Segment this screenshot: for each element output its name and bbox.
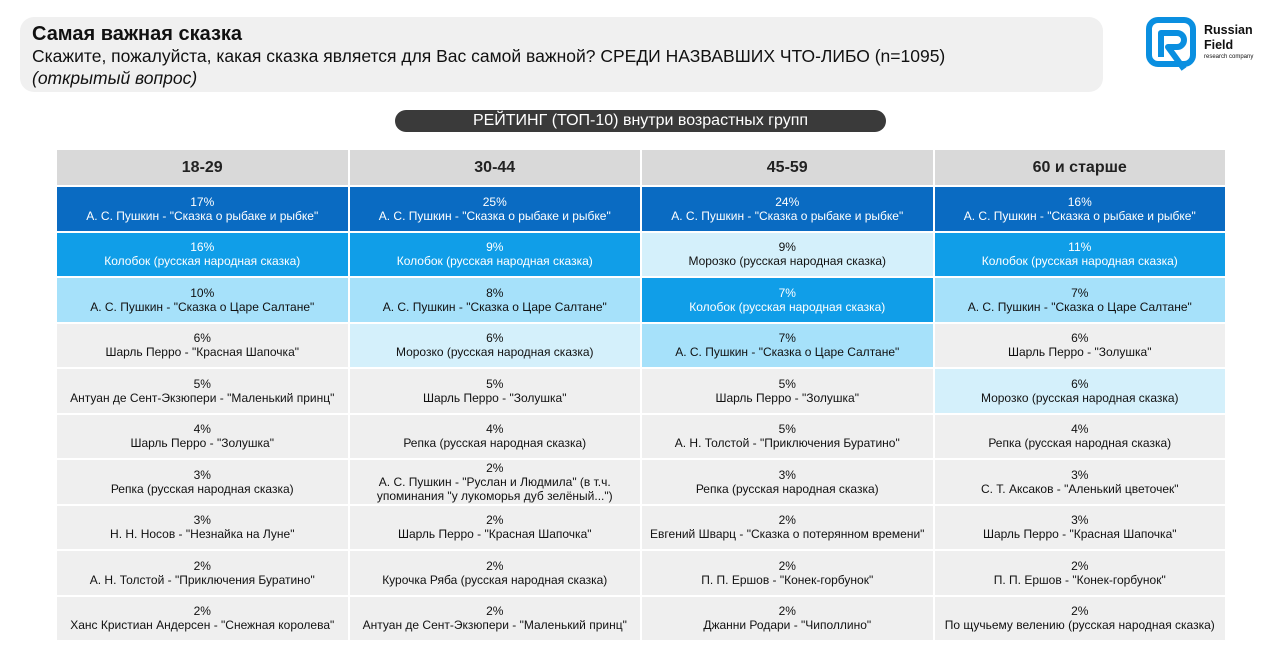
cell-tale-name: По щучьему велению (русская народная сказка): [944, 618, 1215, 633]
rank-cell: [350, 278, 641, 322]
cell-percent: 2%: [486, 513, 504, 528]
cell-tale-name: Колобок (русская народная сказка): [981, 254, 1178, 269]
rank-cell: [57, 187, 348, 231]
cell-percent: 2%: [1071, 604, 1089, 619]
logo-tagline: research company: [1204, 54, 1254, 60]
rank-cell: [642, 278, 933, 322]
cell-tale-name: Шарль Перро - "Красная Шапочка": [105, 345, 300, 360]
rank-cell: [935, 187, 1226, 231]
cell-tale-name: С. Т. Аксаков - "Аленький цветочек": [980, 481, 1179, 496]
cell-percent: 2%: [778, 558, 796, 573]
cell-percent: 7%: [778, 331, 796, 346]
age-group-column: [935, 150, 1226, 640]
cell-percent: 17%: [190, 194, 215, 209]
cell-percent: 2%: [778, 604, 796, 619]
cell-percent: 4%: [486, 422, 504, 437]
age-group-column: [642, 150, 933, 640]
rank-cell: [642, 324, 933, 368]
rank-cell: [642, 460, 933, 504]
rank-cell: [935, 460, 1226, 504]
cell-tale-name: Курочка Ряба (русская народная сказка): [382, 572, 608, 587]
rank-cell: [935, 324, 1226, 368]
rank-cell: [57, 233, 348, 277]
rank-cell: [350, 597, 641, 641]
cell-percent: 5%: [778, 422, 796, 437]
rank-cell: [642, 369, 933, 413]
cell-tale-name: Морозко (русская народная сказка): [980, 390, 1179, 405]
ranking-banner: РЕЙТИНГ (ТОП-10) внутри возрастных групп: [395, 110, 886, 132]
cell-tale-name: Ханс Кристиан Андерсен - "Снежная королева": [70, 618, 335, 633]
cell-tale-name: Джанни Родари - "Чиполлино": [703, 618, 872, 633]
cell-tale-name: Морозко (русская народная сказка): [688, 254, 887, 269]
cell-tale-name: Шарль Перро - "Золушка": [1007, 345, 1152, 360]
cell-tale-name: Морозко (русская народная сказка): [395, 345, 594, 360]
cell-tale-name: А. С. Пушкин - "Сказка о рыбаке и рыбке": [86, 208, 319, 223]
column-header: 18-29: [57, 150, 348, 185]
cell-percent: 3%: [778, 467, 796, 482]
cell-percent: 3%: [1071, 467, 1089, 482]
rank-cell: [935, 369, 1226, 413]
cell-tale-name: Колобок (русская народная сказка): [689, 299, 886, 314]
rank-cell: [935, 506, 1226, 550]
cell-percent: 5%: [193, 376, 211, 391]
rank-cell: [350, 460, 641, 504]
cell-tale-name: Евгений Шварц - "Сказка о потерянном времени": [650, 527, 925, 542]
rank-cell: [57, 324, 348, 368]
rank-cell: [642, 415, 933, 459]
age-group-column: [57, 150, 348, 640]
cell-percent: 2%: [486, 604, 504, 619]
cell-tale-name: Шарль Перро - "Золушка": [130, 436, 274, 451]
rank-cell: [935, 551, 1226, 595]
logo-word-2: Field: [1204, 38, 1234, 52]
question-note: (открытый вопрос): [32, 68, 198, 88]
company-logo: [1146, 17, 1266, 73]
cell-tale-name: Шарль Перро - "Золушка": [422, 390, 567, 405]
rank-cell: [642, 506, 933, 550]
rank-cell: [57, 460, 348, 504]
cell-percent: 4%: [1071, 422, 1089, 437]
rank-cell: [642, 597, 933, 641]
cell-tale-name: П. П. Ершов - "Конек-горбунок": [993, 572, 1166, 587]
cell-tale-name: А. С. Пушкин - "Сказка о рыбаке и рыбке": [963, 208, 1196, 223]
cell-percent: 2%: [486, 558, 504, 573]
rank-cell: [350, 369, 641, 413]
cell-tale-name: Колобок (русская народная сказка): [104, 254, 301, 269]
logo-word-1: Russian: [1204, 23, 1253, 37]
cell-tale-name: А. Н. Толстой - "Приключения Буратино": [674, 436, 900, 451]
cell-percent: 5%: [486, 376, 504, 391]
cell-tale-name: Репка (русская народная сказка): [988, 436, 1172, 451]
cell-tale-name: Антуан де Сент-Экзюпери - "Маленький принц": [362, 618, 627, 633]
cell-percent: 10%: [190, 285, 215, 300]
age-group-column: [350, 150, 641, 640]
cell-percent: 2%: [778, 513, 796, 528]
cell-tale-name: А. С. Пушкин - "Сказка о рыбаке и рыбке": [378, 208, 611, 223]
cell-percent: 8%: [486, 285, 504, 300]
rank-cell: [642, 233, 933, 277]
cell-tale-name: Колобок (русская народная сказка): [396, 254, 593, 269]
cell-percent: 7%: [778, 285, 796, 300]
cell-percent: 6%: [1071, 376, 1089, 391]
cell-percent: 16%: [1067, 194, 1092, 209]
cell-tale-name: А. С. Пушкин - "Сказка о Царе Салтане": [90, 299, 315, 314]
cell-tale-name: А. С. Пушкин - "Сказка о Царе Салтане": [382, 299, 607, 314]
cell-percent: 16%: [190, 240, 215, 255]
logo-text: [1204, 23, 1253, 61]
column-header: 45-59: [642, 150, 933, 185]
rank-cell: [350, 324, 641, 368]
rank-cell: [350, 551, 641, 595]
cell-tale-name: А. С. Пушкин - "Руслан и Людмила" (в т.ч. упоминания "у лукоморья дуб зелёный..."): [376, 474, 613, 503]
cell-tale-name: Н. Н. Носов - "Незнайка на Луне": [110, 527, 295, 542]
cell-percent: 2%: [193, 558, 211, 573]
question-text: Скажите, пожалуйста, какая сказка является для Вас самой важной? СРЕДИ НАЗВАВШИХ ЧТО-ЛИБО (n=1095): [32, 46, 946, 66]
cell-percent: 4%: [193, 422, 211, 437]
rank-cell: [57, 278, 348, 322]
column-header: 30-44: [350, 150, 641, 185]
rank-cell: [935, 278, 1226, 322]
cell-tale-name: П. П. Ершов - "Конек-горбунок": [701, 572, 874, 587]
rank-cell: [350, 187, 641, 231]
cell-percent: 3%: [1071, 513, 1089, 528]
cell-percent: 6%: [193, 331, 211, 346]
rank-cell: [350, 506, 641, 550]
russian-field-logo-icon: [1146, 17, 1196, 73]
cell-tale-name: Шарль Перро - "Красная Шапочка": [982, 527, 1177, 542]
rank-cell: [935, 415, 1226, 459]
rank-cell: [935, 233, 1226, 277]
cell-tale-name: Антуан де Сент-Экзюпери - "Маленький принц": [70, 390, 335, 405]
cell-tale-name: Репка (русская народная сказка): [695, 481, 879, 496]
cell-percent: 6%: [1071, 331, 1089, 346]
rank-cell: [57, 415, 348, 459]
rank-cell: [57, 369, 348, 413]
cell-tale-name: А. С. Пушкин - "Сказка о Царе Салтане": [967, 299, 1192, 314]
cell-percent: 5%: [778, 376, 796, 391]
rank-cell: [642, 187, 933, 231]
cell-tale-name: А. С. Пушкин - "Сказка о Царе Салтане": [675, 345, 900, 360]
cell-tale-name: Репка (русская народная сказка): [403, 436, 587, 451]
cell-percent: 9%: [486, 240, 504, 255]
cell-percent: 6%: [486, 331, 504, 346]
header-panel: [20, 17, 1103, 92]
cell-percent: 2%: [486, 460, 504, 475]
cell-tale-name: Шарль Перро - "Золушка": [715, 390, 859, 405]
cell-tale-name: А. Н. Толстой - "Приключения Буратино": [89, 572, 315, 587]
cell-tale-name: А. С. Пушкин - "Сказка о рыбаке и рыбке": [671, 208, 904, 223]
rank-cell: [57, 597, 348, 641]
column-header: 60 и старше: [935, 150, 1226, 185]
cell-percent: 2%: [193, 604, 211, 619]
cell-tale-name: Репка (русская народная сказка): [110, 481, 294, 496]
ranking-table: [57, 150, 1225, 640]
cell-percent: 25%: [482, 194, 507, 209]
rank-cell: [935, 597, 1226, 641]
cell-percent: 3%: [193, 513, 211, 528]
cell-percent: 7%: [1071, 285, 1089, 300]
rank-cell: [642, 551, 933, 595]
cell-percent: 11%: [1068, 240, 1092, 255]
rank-cell: [57, 506, 348, 550]
rank-cell: [350, 233, 641, 277]
cell-percent: 9%: [778, 240, 796, 255]
cell-percent: 2%: [1071, 558, 1089, 573]
rank-cell: [57, 551, 348, 595]
cell-tale-name: Шарль Перро - "Красная Шапочка": [397, 527, 592, 542]
cell-percent: 3%: [193, 467, 211, 482]
page-title: Самая важная сказка: [32, 23, 243, 45]
rank-cell: [350, 415, 641, 459]
cell-percent: 24%: [775, 194, 800, 209]
